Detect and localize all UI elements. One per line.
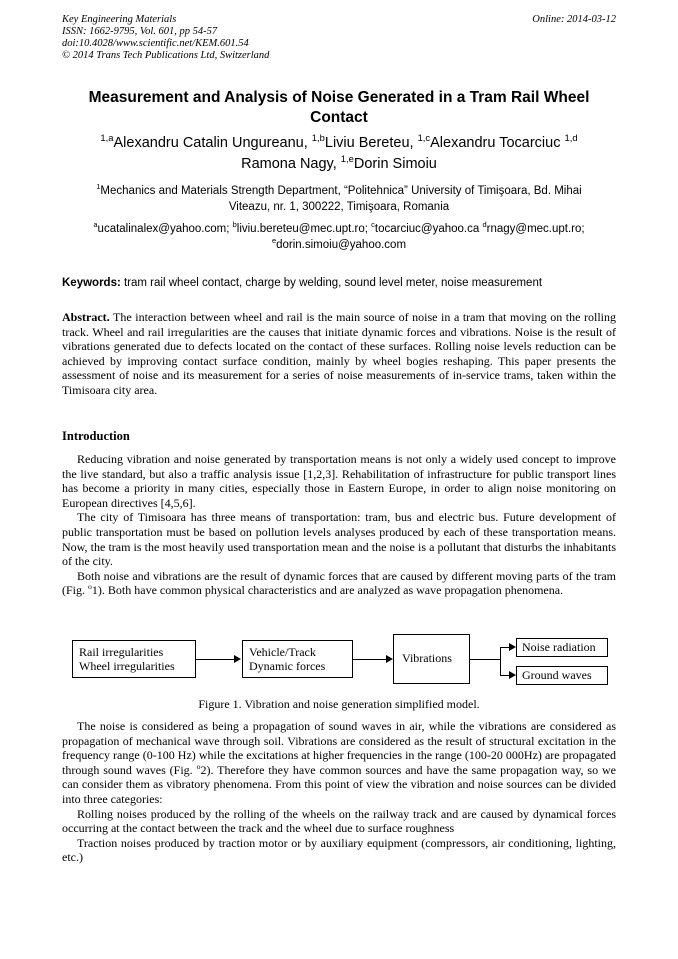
abstract [62,310,616,398]
affiliation-text: Mechanics and Materials Strength Department, “Politehnica” University of Timişoara, Bd. Mihai [100,185,582,197]
box-text: Wheel irregularities [79,658,175,673]
journal-issn: ISSN: 1662-9795, Vol. 601, pp 54-57 [62,26,218,37]
arrow-line [196,659,236,660]
title-line-2: Contact [310,109,368,126]
body-after-figure [62,719,616,865]
figure-ref-sup: o [88,582,92,592]
email-link[interactable]: dorin.simoiu@yahoo.com [276,239,407,251]
emails [62,221,616,253]
intro-paragraph [62,569,616,598]
author-sup: 1,e [340,153,354,165]
email-link[interactable]: tocarciuc@yahoo.ca [374,223,483,235]
emails-line-2 [62,237,616,253]
email-sup: d [482,220,487,230]
journal-copyright: © 2014 Trans Tech Publications Ltd, Switzerland [62,50,270,61]
authors [62,133,616,175]
journal-header [62,14,269,62]
arrow-head [386,655,393,663]
author-sup: 1,a [100,132,114,144]
figure-1-caption: Figure 1. Vibration and noise generation simplified model. [198,697,480,711]
author-name: Ramona Nagy, [241,156,341,172]
author-sup: 1,b [311,132,325,144]
intro-paragraph: The city of Timisoara has three means of transportation: tram, bus and electric bus. Future development of public transportation must be based on pollution levels analyses produced by each of these transportation means. Now, the tram is the most heavily used transportation mean and the noise is a pollutant that disturbs the inhabitants of the city. [62,510,616,569]
body-text: The noise is considered as being a propagation of sound waves in air, while the vibrations are considered as propagation of mechanical wave through soil. Vibrations are considered as the result of structural excitation in the frequency range (0-100 Hz) while the excitations at higher frequencies in the range (100-20 000Hz) are propagated through sound waves (Fig. [62,719,616,777]
intro-text: 1). Both have common physical characteristics and are analyzed as wave propagation phenomena. [91,583,564,598]
box-ground-waves [516,666,608,685]
author-name: Alexandru Tocarciuc [430,135,565,151]
author-name: Liviu Bereteu, [324,135,418,151]
arrow-line [470,659,500,660]
intro-paragraph: Reducing vibration and noise generated by transportation means is not only a widely used concept to improve the live standard, but also a traffic analysis issue [1,2,3]. Rehabilitation of infrastructure for public transport lines has become a priority in many cities, especially those in Eastern Europe, in order to align noise monitoring on European directives [4,5,6]. [62,452,616,510]
email-link[interactable]: rnagy@mec.upt.ro; [486,223,585,235]
email-sup: e [271,236,277,246]
emails-line-1 [62,221,616,237]
keywords [62,275,616,291]
author-name: Dorin Simoiu [353,156,437,172]
affiliation-sup: 1 [96,182,101,192]
online-date: Online: 2014-03-12 [532,14,616,25]
abstract-text: The interaction between wheel and rail is the main source of noise in a tram that moving on the rolling track. Wheel and rail irregularities are the causes that initiate dynamic forces and vibrations. Noise is the result of vibrations generated due to defects located on the contact of these surfaces. Rolling noise levels reduction can be achieved by improving contact surface condition, mainly by wheel bogies reshaping. This paper presents the assessment of noise and its measurement for a series of noise measurements of in-service trams, taken within the Timisoara city area. [62,310,616,397]
journal-name: Key Engineering Materials [62,14,177,25]
arrow-head [234,655,241,663]
arrow-head [509,643,516,651]
box-vibrations [393,634,470,684]
email-link[interactable]: liviu.bereteu@mec.upt.ro; [236,223,372,235]
body-paragraph: Rolling noises produced by the rolling of the wheels on the railway track and are caused by dynamical forces occurring at the contact between the track and the wheel due to surface roughness [62,806,616,836]
body-paragraph: Traction noises produced by traction motor or by auxiliary equipment (compressors, air conditioning, lighting, etc.) [62,835,616,865]
figure-1-diagram [62,632,616,692]
arrow-head [509,671,516,679]
email-sup: c [371,220,375,230]
body-paragraph [62,719,616,807]
box-text: Vibrations [402,651,452,665]
introduction-heading: Introduction [62,429,130,443]
box-text: Ground waves [522,668,592,682]
box-noise-radiation [516,638,608,657]
box-vehicle-track-dynamic-forces [242,640,353,678]
authors-line-1 [62,133,616,154]
paper-title [62,88,616,128]
email-sup: b [232,220,237,230]
authors-line-2 [62,154,616,175]
author-sup: 1,d [564,132,578,144]
affiliation-line-1 [62,183,616,199]
email-link[interactable]: ucatalinalex@yahoo.com; [97,223,233,235]
body-text: 2). Therefore they have common sources and have the same propagation way, so we can consider them as vibratory phenomena. From this point of view the vibration and noise sources can be divided into three categories: [62,762,616,806]
affiliation [62,183,616,215]
email-sup: a [93,220,98,230]
title-line-1: Measurement and Analysis of Noise Generated in a Tram Rail Wheel [88,89,590,106]
abstract-paragraph [62,310,616,398]
affiliation-line-2: Viteazu, nr. 1, 300222, Timişoara, Romania [228,201,450,213]
box-text: Noise radiation [522,640,596,654]
author-sup: 1,c [417,132,431,144]
box-text: Rail irregularities [79,645,164,659]
arrow-branch-vertical [500,647,501,675]
keywords-label: Keywords: [62,277,121,289]
intro-text: Both noise and vibrations are the result of dynamic forces that are caused by different moving parts of the tram (Fig. [62,568,616,598]
box-text: Vehicle/Track [249,645,316,659]
keywords-text: tram rail wheel contact, charge by welding, sound level meter, noise measurement [120,277,543,289]
author-name: Alexandru Catalin Ungureanu, [113,135,312,151]
journal-doi: doi:10.4028/www.scientific.net/KEM.601.54 [62,38,249,49]
box-text: Dynamic forces [249,658,326,673]
abstract-label: Abstract. [62,310,110,324]
arrow-line [353,659,388,660]
box-rail-wheel-irregularities [72,640,196,678]
introduction-body [62,452,616,598]
figure-ref-sup: o [196,761,201,771]
